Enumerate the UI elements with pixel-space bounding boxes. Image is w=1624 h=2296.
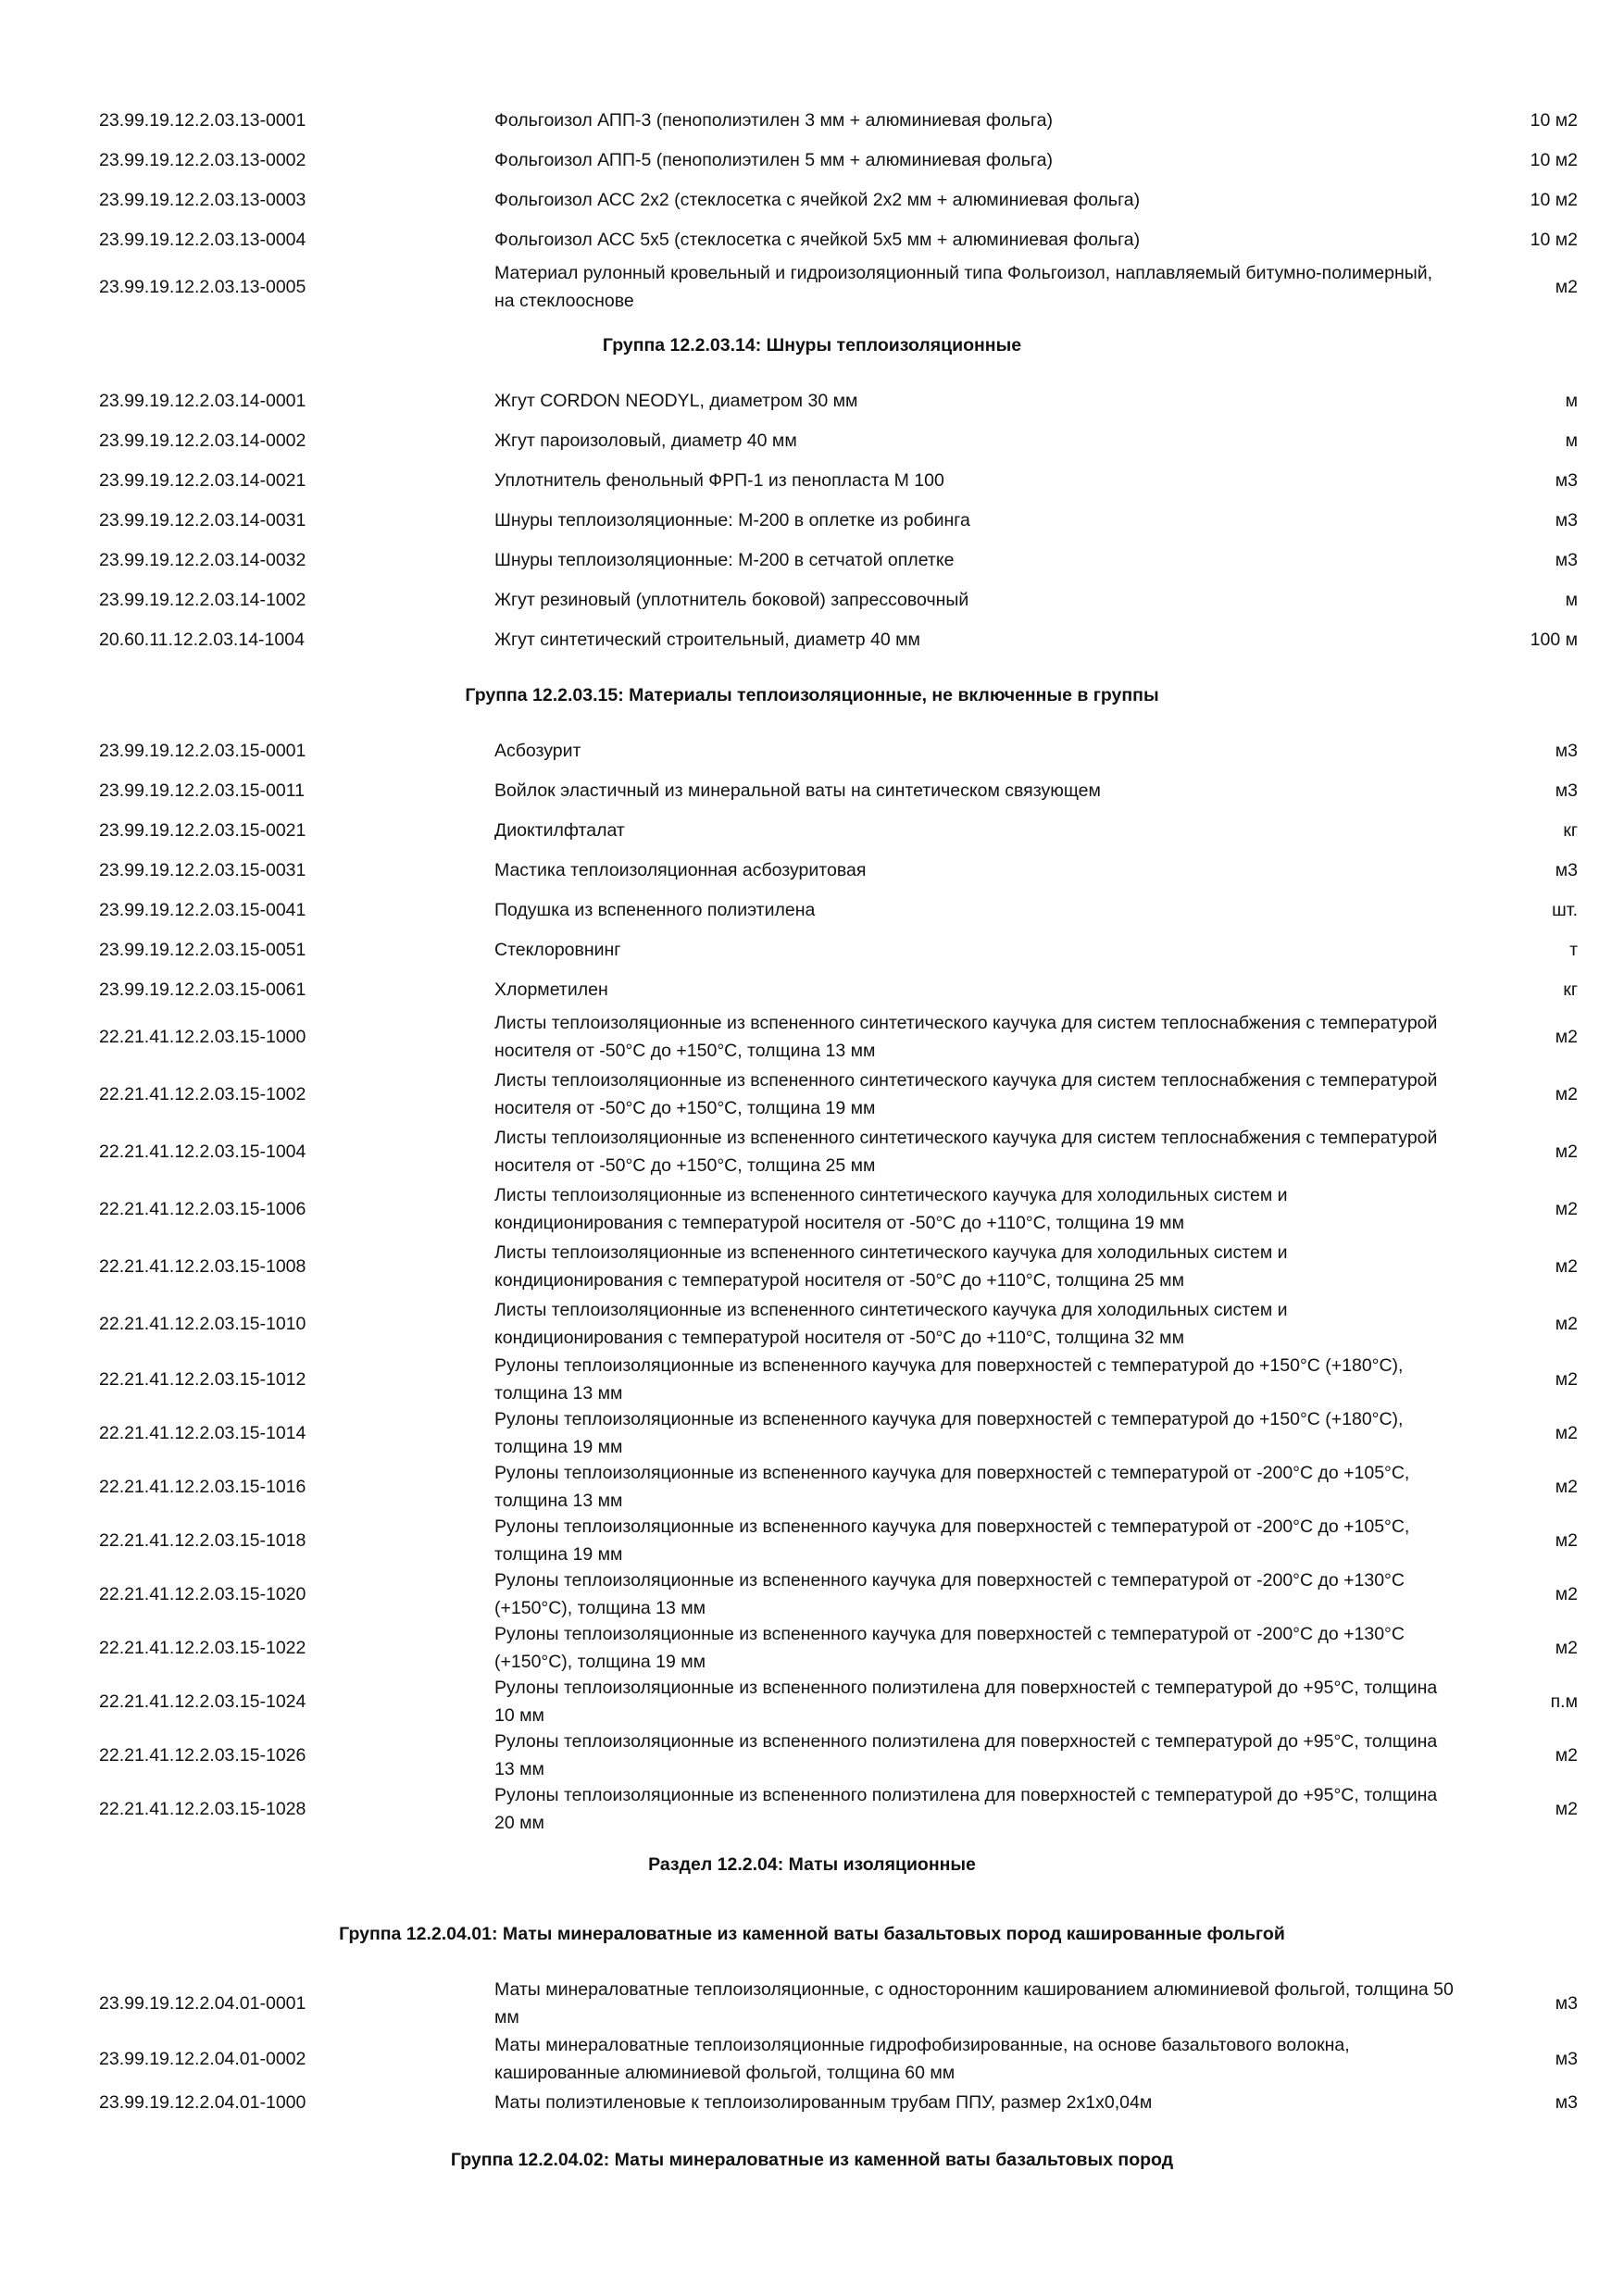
resource-code: 22.21.41.12.2.03.15-1026 bbox=[99, 1745, 306, 1766]
resource-code: 22.21.41.12.2.03.15-1018 bbox=[99, 1530, 306, 1551]
unit-of-measure: кг bbox=[1563, 820, 1578, 841]
group-header: Раздел 12.2.04: Маты изоляционные bbox=[648, 1854, 976, 1875]
resource-code: 23.99.19.12.2.03.13-0005 bbox=[99, 277, 306, 297]
resource-code: 23.99.19.12.2.03.13-0004 bbox=[99, 230, 306, 250]
unit-of-measure: м bbox=[1565, 391, 1578, 411]
resource-name: Жгут резиновый (уплотнитель боковой) запрессовочный bbox=[494, 590, 969, 610]
unit-of-measure: м3 bbox=[1555, 860, 1578, 880]
resource-code: 23.99.19.12.2.03.14-1002 bbox=[99, 590, 306, 610]
unit-of-measure: м bbox=[1565, 590, 1578, 610]
resource-name: Асбозурит bbox=[494, 741, 581, 761]
unit-of-measure: 10 м2 bbox=[1530, 230, 1578, 250]
resource-code: 23.99.19.12.2.03.15-0021 bbox=[99, 820, 306, 841]
unit-of-measure: кг bbox=[1563, 980, 1578, 1000]
unit-of-measure: м2 bbox=[1555, 1084, 1578, 1104]
unit-of-measure: п.м bbox=[1550, 1691, 1578, 1712]
resource-name: Рулоны теплоизоляционные из вспененного полиэтилена для поверхностей с температурой до +95°С, толщина 20 мм bbox=[494, 1785, 1438, 1833]
resource-name: Маты минераловатные теплоизоляционные гидрофобизированные, на основе базальтового волокна, кашированные алюминиевой фольгой, толщина 60 мм bbox=[494, 2035, 1350, 2083]
resource-name: Фольгоизол АПП-5 (пенополиэтилен 5 мм + алюминиевая фольга) bbox=[494, 150, 1053, 170]
unit-of-measure: м3 bbox=[1555, 510, 1578, 530]
unit-of-measure: м bbox=[1565, 430, 1578, 451]
group-header: Группа 12.2.04.01: Маты минераловатные из каменной ваты базальтовых пород кашированные фольгой bbox=[339, 1924, 1285, 1944]
resource-code: 22.21.41.12.2.03.15-1020 bbox=[99, 1584, 306, 1604]
resource-code: 23.99.19.12.2.03.13-0001 bbox=[99, 110, 306, 131]
resource-code: 22.21.41.12.2.03.15-1014 bbox=[99, 1423, 306, 1443]
resource-name: Подушка из вспененного полиэтилена bbox=[494, 900, 816, 920]
resource-name: Жгут пароизоловый, диаметр 40 мм bbox=[494, 430, 797, 451]
unit-of-measure: м2 bbox=[1555, 1027, 1578, 1047]
resource-code: 22.21.41.12.2.03.15-1002 bbox=[99, 1084, 306, 1104]
resource-name: Маты полиэтиленовые к теплоизолированным трубам ППУ, размер 2х1х0,04м bbox=[494, 2092, 1153, 2113]
unit-of-measure: м2 bbox=[1555, 1256, 1578, 1277]
resource-code: 23.99.19.12.2.03.15-0061 bbox=[99, 980, 306, 1000]
unit-of-measure: м3 bbox=[1555, 550, 1578, 570]
resource-code: 23.99.19.12.2.03.14-0032 bbox=[99, 550, 306, 570]
unit-of-measure: м2 bbox=[1555, 1584, 1578, 1604]
unit-of-measure: м3 bbox=[1555, 2092, 1578, 2113]
unit-of-measure: м2 bbox=[1555, 1745, 1578, 1766]
unit-of-measure: 10 м2 bbox=[1530, 110, 1578, 131]
unit-of-measure: м3 bbox=[1555, 2049, 1578, 2069]
resource-code: 20.60.11.12.2.03.14-1004 bbox=[99, 630, 305, 650]
resource-name: Фольгоизол АСС 2х2 (стеклосетка с ячейкой 2х2 мм + алюминиевая фольга) bbox=[494, 190, 1141, 210]
resource-code: 23.99.19.12.2.03.14-0002 bbox=[99, 430, 306, 451]
unit-of-measure: м2 bbox=[1555, 1423, 1578, 1443]
resource-name: Шнуры теплоизоляционные: М-200 в оплетке из робинга bbox=[494, 510, 970, 530]
resource-code: 23.99.19.12.2.03.14-0031 bbox=[99, 510, 306, 530]
group-header: Группа 12.2.03.15: Материалы теплоизоляционные, не включенные в группы bbox=[465, 685, 1159, 705]
unit-of-measure: т bbox=[1569, 940, 1578, 960]
resource-code: 22.21.41.12.2.03.15-1000 bbox=[99, 1027, 306, 1047]
resource-name: Шнуры теплоизоляционные: М-200 в сетчатой оплетке bbox=[494, 550, 955, 570]
resource-code: 22.21.41.12.2.03.15-1008 bbox=[99, 1256, 306, 1277]
resource-name: Листы теплоизоляционные из вспененного синтетического каучука для систем теплоснабжения с температурой носителя от -50°С до +150°С, толщина 19 мм bbox=[494, 1070, 1438, 1118]
resource-name: Фольгоизол АСС 5х5 (стеклосетка с ячейкой 5х5 мм + алюминиевая фольга) bbox=[494, 230, 1141, 250]
resource-name: Жгут CORDON NEODYL, диаметром 30 мм bbox=[494, 391, 858, 411]
resource-name: Рулоны теплоизоляционные из вспененного каучука для поверхностей с температурой от -200°С до +105°С, толщина 13 мм bbox=[494, 1463, 1410, 1511]
unit-of-measure: м2 bbox=[1555, 1369, 1578, 1390]
unit-of-measure: м2 bbox=[1555, 1199, 1578, 1219]
resource-code: 23.99.19.12.2.03.14-0001 bbox=[99, 391, 306, 411]
unit-of-measure: м3 bbox=[1555, 741, 1578, 761]
resource-name: Фольгоизол АПП-3 (пенополиэтилен 3 мм + алюминиевая фольга) bbox=[494, 110, 1053, 131]
resource-name: Войлок эластичный из минеральной ваты на синтетическом связующем bbox=[494, 780, 1101, 801]
unit-of-measure: шт. bbox=[1552, 900, 1578, 920]
resource-code: 22.21.41.12.2.03.15-1024 bbox=[99, 1691, 306, 1712]
unit-of-measure: м2 bbox=[1555, 1314, 1578, 1334]
resource-code: 22.21.41.12.2.03.15-1006 bbox=[99, 1199, 306, 1219]
resource-name: Листы теплоизоляционные из вспененного синтетического каучука для холодильных систем и кондиционирования с температурой носителя от -50°С до +110°С, толщина 25 мм bbox=[494, 1242, 1288, 1291]
unit-of-measure: м2 bbox=[1555, 1477, 1578, 1497]
resource-name: Рулоны теплоизоляционные из вспененного каучука для поверхностей с температурой до +150°С (+180°С), толщина 13 мм bbox=[494, 1355, 1404, 1404]
resource-name: Рулоны теплоизоляционные из вспененного каучука для поверхностей с температурой от -200°С до +130°С (+150°С), толщина 19 мм bbox=[494, 1624, 1405, 1672]
resource-name: Уплотнитель фенольный ФРП-1 из пенопласта М 100 bbox=[494, 470, 944, 491]
resource-name: Рулоны теплоизоляционные из вспененного каучука для поверхностей с температурой от -200°С до +130°С (+150°С), толщина 13 мм bbox=[494, 1570, 1405, 1618]
resource-name: Мастика теплоизоляционная асбозуритовая bbox=[494, 860, 867, 880]
resource-name: Маты минераловатные теплоизоляционные, с односторонним кашированием алюминиевой фольгой, толщина 50 мм bbox=[494, 1979, 1454, 2028]
group-header: Группа 12.2.04.02: Маты минераловатные из каменной ваты базальтовых пород bbox=[450, 2150, 1174, 2170]
resource-name: Листы теплоизоляционные из вспененного синтетического каучука для холодильных систем и кондиционирования с температурой носителя от -50°С до +110°С, толщина 32 мм bbox=[494, 1300, 1288, 1348]
unit-of-measure: м2 bbox=[1555, 1142, 1578, 1162]
resource-code: 23.99.19.12.2.03.14-0021 bbox=[99, 470, 306, 491]
resource-name: Рулоны теплоизоляционные из вспененного полиэтилена для поверхностей с температурой до +95°С, толщина 10 мм bbox=[494, 1678, 1438, 1726]
resource-name: Диоктилфталат bbox=[494, 820, 625, 841]
resource-code: 23.99.19.12.2.03.13-0002 bbox=[99, 150, 306, 170]
resource-name: Жгут синтетический строительный, диаметр 40 мм bbox=[494, 630, 920, 650]
unit-of-measure: 10 м2 bbox=[1530, 190, 1578, 210]
unit-of-measure: м3 bbox=[1555, 780, 1578, 801]
resource-code: 22.21.41.12.2.03.15-1016 bbox=[99, 1477, 306, 1497]
unit-of-measure: 10 м2 bbox=[1530, 150, 1578, 170]
resource-name: Стеклоровнинг bbox=[494, 940, 621, 960]
resource-name: Рулоны теплоизоляционные из вспененного каучука для поверхностей с температурой от -200°С до +105°С, толщина 19 мм bbox=[494, 1516, 1410, 1565]
resource-name: Листы теплоизоляционные из вспененного синтетического каучука для систем теплоснабжения с температурой носителя от -50°С до +150°С, толщина 25 мм bbox=[494, 1128, 1438, 1176]
group-header: Группа 12.2.03.14: Шнуры теплоизоляционные bbox=[602, 335, 1022, 356]
resource-code: 22.21.41.12.2.03.15-1022 bbox=[99, 1638, 306, 1658]
unit-of-measure: м2 bbox=[1555, 1638, 1578, 1658]
resource-code: 22.21.41.12.2.03.15-1028 bbox=[99, 1799, 306, 1819]
resource-code: 23.99.19.12.2.03.13-0003 bbox=[99, 190, 306, 210]
resource-code: 22.21.41.12.2.03.15-1012 bbox=[99, 1369, 306, 1390]
resource-name: Листы теплоизоляционные из вспененного синтетического каучука для холодильных систем и кондиционирования с температурой носителя от -50°С до +110°С, толщина 19 мм bbox=[494, 1185, 1288, 1233]
unit-of-measure: м3 bbox=[1555, 470, 1578, 491]
unit-of-measure: м2 bbox=[1555, 1799, 1578, 1819]
unit-of-measure: м2 bbox=[1555, 277, 1578, 297]
resource-code: 23.99.19.12.2.03.15-0001 bbox=[99, 741, 306, 761]
resource-name: Листы теплоизоляционные из вспененного синтетического каучука для систем теплоснабжения с температурой носителя от -50°С до +150°С, толщина 13 мм bbox=[494, 1013, 1438, 1061]
unit-of-measure: 100 м bbox=[1530, 630, 1578, 650]
resource-code: 22.21.41.12.2.03.15-1004 bbox=[99, 1142, 306, 1162]
resource-name: Рулоны теплоизоляционные из вспененного каучука для поверхностей с температурой до +150°С (+180°С), толщина 19 мм bbox=[494, 1409, 1404, 1457]
resource-name: Хлорметилен bbox=[494, 980, 608, 1000]
resource-code: 23.99.19.12.2.04.01-0002 bbox=[99, 2049, 306, 2069]
resource-code: 23.99.19.12.2.03.15-0011 bbox=[99, 780, 305, 801]
unit-of-measure: м2 bbox=[1555, 1530, 1578, 1551]
resource-name: Материал рулонный кровельный и гидроизоляционный типа Фольгоизол, наплавляемый битумно-полимерный, на стеклооснове bbox=[494, 263, 1433, 311]
resource-code: 23.99.19.12.2.04.01-0001 bbox=[99, 1993, 306, 2014]
resource-code: 23.99.19.12.2.03.15-0031 bbox=[99, 860, 306, 880]
resource-code: 23.99.19.12.2.03.15-0041 bbox=[99, 900, 306, 920]
resource-code: 23.99.19.12.2.03.15-0051 bbox=[99, 940, 306, 960]
unit-of-measure: м3 bbox=[1555, 1993, 1578, 2014]
resource-code: 23.99.19.12.2.04.01-1000 bbox=[99, 2092, 306, 2113]
resource-code: 22.21.41.12.2.03.15-1010 bbox=[99, 1314, 306, 1334]
resource-name: Рулоны теплоизоляционные из вспененного полиэтилена для поверхностей с температурой до +95°С, толщина 13 мм bbox=[494, 1731, 1438, 1779]
